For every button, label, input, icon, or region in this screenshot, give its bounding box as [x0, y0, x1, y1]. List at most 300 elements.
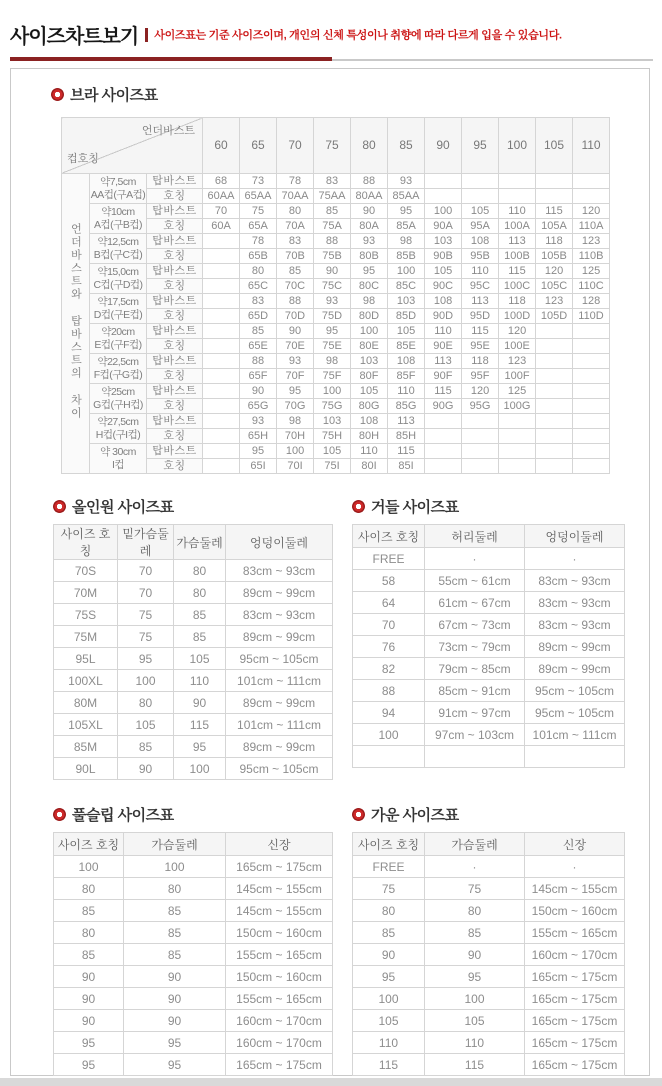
bra-name-cell: 105A: [536, 219, 573, 234]
cell: 70S: [54, 560, 118, 582]
underbust-size-header: 60: [203, 118, 240, 174]
bra-topbust-cell: 95: [277, 384, 314, 399]
table-row: [353, 680, 625, 702]
bra-name-cell: 80A: [351, 219, 388, 234]
cell: 160cm ~ 170cm: [226, 1010, 333, 1032]
underbust-size-header: 85: [388, 118, 425, 174]
bra-name-cell: [573, 399, 610, 414]
corner-label-underbust: 언더바스트: [141, 125, 196, 137]
cell: 97cm ~ 103cm: [425, 724, 525, 746]
bra-name-cell: [425, 189, 462, 204]
bra-name-cell: 65C: [240, 279, 277, 294]
topbust-row-label: 탑바스트: [147, 264, 203, 279]
table-row: [353, 636, 625, 658]
cup-label-cell: [90, 354, 147, 384]
bra-name-cell: [203, 249, 240, 264]
bra-topbust-row: [62, 354, 610, 369]
bra-topbust-cell: 93: [277, 354, 314, 369]
cup-diff-label: 약25cm: [101, 385, 135, 398]
bra-name-cell: 110D: [573, 309, 610, 324]
cell: 95: [54, 1032, 124, 1054]
bra-topbust-cell: 75: [240, 204, 277, 219]
cup-name-label: H컵(구I컵): [95, 428, 141, 441]
bra-name-cell: [573, 429, 610, 444]
bra-topbust-cell: 83: [240, 294, 277, 309]
bra-name-cell: 75AA: [314, 189, 351, 204]
bra-name-cell: 100F: [499, 369, 536, 384]
bra-name-cell: [499, 189, 536, 204]
bra-topbust-row: [62, 174, 610, 189]
bra-name-cell: [536, 429, 573, 444]
bra-name-cell: 75C: [314, 279, 351, 294]
bra-name-cell: 70A: [277, 219, 314, 234]
cell: 83cm ~ 93cm: [525, 592, 625, 614]
cell: 155cm ~ 165cm: [525, 922, 625, 944]
cell: 160cm ~ 170cm: [525, 944, 625, 966]
bra-name-cell: 100B: [499, 249, 536, 264]
table-row: [54, 758, 333, 780]
bra-name-cell: [499, 429, 536, 444]
cell: 89cm ~ 99cm: [226, 692, 333, 714]
bra-topbust-cell: 95: [388, 204, 425, 219]
table-row: [353, 1010, 625, 1032]
cell: 100: [353, 724, 425, 746]
bra-name-cell: 105B: [536, 249, 573, 264]
cell: 105: [118, 714, 174, 736]
red-bullet-icon: [51, 88, 64, 101]
cell: 165cm ~ 175cm: [525, 1032, 625, 1054]
bra-topbust-cell: [573, 174, 610, 189]
bra-name-cell: 70H: [277, 429, 314, 444]
table-header-row: [353, 833, 625, 856]
cup-name-label: I컵: [111, 458, 125, 471]
cell: 160cm ~ 170cm: [226, 1032, 333, 1054]
bra-topbust-cell: 88: [314, 234, 351, 249]
cup-diff-label: 약15,0cm: [97, 265, 139, 278]
cell: 55cm ~ 61cm: [425, 570, 525, 592]
column-header: 사이즈 호칭: [54, 833, 124, 856]
bra-name-cell: 80G: [351, 399, 388, 414]
bra-topbust-cell: [536, 444, 573, 459]
bra-section-title-text: 브라 사이즈표: [70, 86, 158, 104]
cell: 95: [124, 1054, 226, 1076]
cell: 100: [353, 988, 425, 1010]
bra-side-label: 언더바스트와 탑바스트의 차이: [69, 223, 82, 420]
column-header: 가슴둘레: [124, 833, 226, 856]
bra-topbust-cell: 105: [462, 204, 499, 219]
bra-name-cell: [462, 459, 499, 474]
bra-name-cell: 110A: [573, 219, 610, 234]
bra-topbust-cell: 93: [351, 234, 388, 249]
bra-name-cell: 85AA: [388, 189, 425, 204]
column-header: 신장: [525, 833, 625, 856]
bra-name-cell: [203, 369, 240, 384]
bra-name-cell: 100A: [499, 219, 536, 234]
bra-side-label-cell: [62, 174, 90, 474]
cell: 150cm ~ 160cm: [226, 966, 333, 988]
cell: 75: [425, 878, 525, 900]
bra-name-cell: [536, 399, 573, 414]
bra-topbust-cell: 120: [536, 264, 573, 279]
bra-name-cell: 90A: [425, 219, 462, 234]
bra-topbust-row: [62, 294, 610, 309]
bra-topbust-cell: [462, 174, 499, 189]
column-header: 사이즈 호칭: [353, 525, 425, 548]
bra-topbust-cell: [573, 324, 610, 339]
table-row: [353, 724, 625, 746]
name-row-label: 호칭: [147, 459, 203, 474]
bra-topbust-cell: 118: [499, 294, 536, 309]
red-bullet-icon: [53, 808, 66, 821]
header-divider: [332, 59, 653, 61]
cell: 85: [124, 900, 226, 922]
table-row: [54, 736, 333, 758]
bra-topbust-cell: [536, 174, 573, 189]
bra-topbust-cell: [425, 174, 462, 189]
bra-topbust-cell: 93: [240, 414, 277, 429]
topbust-row-label: 탑바스트: [147, 174, 203, 189]
bra-name-cell: 80AA: [351, 189, 388, 204]
bra-topbust-cell: 110: [388, 384, 425, 399]
cup-name-label: B컵(구C컵): [93, 248, 143, 261]
bra-name-cell: [203, 309, 240, 324]
cup-name-label: F컵(구G컵): [93, 368, 143, 381]
bra-topbust-cell: 90: [277, 324, 314, 339]
bra-name-cell: [536, 459, 573, 474]
bra-name-cell: 95A: [462, 219, 499, 234]
table-row: [54, 692, 333, 714]
column-header: 신장: [226, 833, 333, 856]
bra-topbust-cell: 90: [351, 204, 388, 219]
name-row-label: 호칭: [147, 249, 203, 264]
table-row: [353, 878, 625, 900]
cup-label-cell: [90, 174, 147, 204]
bra-name-cell: [462, 429, 499, 444]
table-row: [54, 966, 333, 988]
bra-name-cell: 105C: [536, 279, 573, 294]
table-row: [54, 900, 333, 922]
bra-topbust-cell: 123: [499, 354, 536, 369]
column-header: 엉덩이둘레: [226, 525, 333, 560]
gown-size-table: [352, 832, 625, 1076]
bra-topbust-cell: 100: [277, 444, 314, 459]
table-row: [54, 582, 333, 604]
cell: 73cm ~ 79cm: [425, 636, 525, 658]
cell: 115: [174, 714, 226, 736]
cell: 70M: [54, 582, 118, 604]
cell: 90: [124, 988, 226, 1010]
cell: 85: [118, 736, 174, 758]
bra-name-cell: 90B: [425, 249, 462, 264]
bra-name-cell: [203, 279, 240, 294]
bra-topbust-cell: 120: [462, 384, 499, 399]
cell: 95: [353, 966, 425, 988]
cell: 75M: [54, 626, 118, 648]
cup-label-cell: [90, 264, 147, 294]
column-header: 사이즈 호칭: [353, 833, 425, 856]
underbust-size-header: 110: [573, 118, 610, 174]
cell: 90: [425, 944, 525, 966]
bra-topbust-cell: 108: [351, 414, 388, 429]
girdle-size-table: [352, 524, 625, 768]
bra-topbust-cell: 118: [536, 234, 573, 249]
cell: 80: [425, 900, 525, 922]
cell: [425, 746, 525, 768]
bra-name-cell: [462, 189, 499, 204]
bra-name-cell: 65I: [240, 459, 277, 474]
bra-name-cell: 85C: [388, 279, 425, 294]
cell: FREE: [353, 548, 425, 570]
bra-name-cell: 65D: [240, 309, 277, 324]
bra-name-cell: 70B: [277, 249, 314, 264]
bra-name-cell: 60A: [203, 219, 240, 234]
cell: ·: [525, 548, 625, 570]
bra-name-cell: [203, 339, 240, 354]
bra-topbust-row: [62, 324, 610, 339]
cell: 95cm ~ 105cm: [525, 680, 625, 702]
table-header-row: [353, 525, 625, 548]
bra-topbust-cell: 80: [277, 204, 314, 219]
bra-topbust-cell: [425, 444, 462, 459]
cell: 82: [353, 658, 425, 680]
bra-name-cell: [425, 459, 462, 474]
cup-name-label: AA컵(구A컵): [90, 188, 146, 201]
allinone-size-table: [53, 524, 333, 780]
bra-name-cell: [536, 369, 573, 384]
topbust-row-label: 탑바스트: [147, 234, 203, 249]
table-row: [54, 878, 333, 900]
cell: 80: [174, 582, 226, 604]
bra-name-cell: [573, 339, 610, 354]
allinone-size-section: [53, 496, 332, 780]
bra-topbust-cell: 95: [314, 324, 351, 339]
gown-section-title-text: 가운 사이즈표: [371, 806, 459, 824]
cell: ·: [525, 856, 625, 878]
name-row-label: 호칭: [147, 309, 203, 324]
cup-label-cell: [90, 324, 147, 354]
bra-topbust-cell: 115: [425, 384, 462, 399]
cell: 95L: [54, 648, 118, 670]
bra-topbust-cell: 113: [425, 354, 462, 369]
table-header-row: [54, 833, 333, 856]
bra-name-cell: 110C: [573, 279, 610, 294]
column-header: 밑가슴둘레: [118, 525, 174, 560]
cup-diff-label: 약17,5cm: [97, 295, 139, 308]
cup-label-cell: [90, 414, 147, 444]
cup-label-cell: [90, 294, 147, 324]
bra-topbust-cell: 98: [314, 354, 351, 369]
cell: 110: [353, 1032, 425, 1054]
table-row: [54, 944, 333, 966]
red-bullet-icon: [352, 500, 365, 513]
table-row: [353, 900, 625, 922]
bra-topbust-cell: 125: [573, 264, 610, 279]
bra-topbust-cell: 118: [462, 354, 499, 369]
bra-topbust-cell: 90: [240, 384, 277, 399]
bra-topbust-cell: 85: [314, 204, 351, 219]
bra-topbust-cell: 123: [573, 234, 610, 249]
cup-label-cell: [90, 204, 147, 234]
bra-section-title: [51, 84, 649, 104]
table-row: [54, 714, 333, 736]
cell: 58: [353, 570, 425, 592]
bra-name-cell: 80H: [351, 429, 388, 444]
bra-topbust-cell: 85: [240, 324, 277, 339]
bra-topbust-row: [62, 384, 610, 399]
cell: 89cm ~ 99cm: [525, 636, 625, 658]
topbust-row-label: 탑바스트: [147, 444, 203, 459]
cup-diff-label: 약20cm: [101, 325, 135, 338]
bra-name-cell: 70F: [277, 369, 314, 384]
cell: 95cm ~ 105cm: [226, 648, 333, 670]
cell: 89cm ~ 99cm: [226, 736, 333, 758]
cell: 100: [425, 988, 525, 1010]
bra-name-cell: 70G: [277, 399, 314, 414]
bra-name-cell: 85I: [388, 459, 425, 474]
topbust-row-label: 탑바스트: [147, 354, 203, 369]
cell: 83cm ~ 93cm: [525, 614, 625, 636]
bra-topbust-cell: [203, 444, 240, 459]
bra-topbust-cell: [425, 414, 462, 429]
bra-name-cell: 65F: [240, 369, 277, 384]
gown-section-title: [352, 804, 624, 824]
bra-name-cell: 80C: [351, 279, 388, 294]
bra-topbust-cell: [573, 354, 610, 369]
bra-topbust-cell: 105: [425, 264, 462, 279]
bra-topbust-cell: 108: [425, 294, 462, 309]
bra-topbust-cell: 113: [499, 234, 536, 249]
bra-topbust-cell: 105: [314, 444, 351, 459]
bra-topbust-cell: 95: [351, 264, 388, 279]
bra-name-cell: 85A: [388, 219, 425, 234]
table-row: [353, 1032, 625, 1054]
bra-topbust-cell: 100: [388, 264, 425, 279]
bra-topbust-cell: [499, 414, 536, 429]
table-row: [54, 856, 333, 878]
bra-name-cell: [536, 339, 573, 354]
cell: 89cm ~ 99cm: [226, 626, 333, 648]
bra-name-cell: 75B: [314, 249, 351, 264]
cell: 85M: [54, 736, 118, 758]
bra-topbust-cell: 88: [240, 354, 277, 369]
name-row-label: 호칭: [147, 219, 203, 234]
bra-name-cell: 100G: [499, 399, 536, 414]
cell: 90: [54, 966, 124, 988]
girdle-section-title: [352, 496, 624, 516]
cell: 83cm ~ 93cm: [525, 570, 625, 592]
bra-name-cell: 70E: [277, 339, 314, 354]
cell: 90: [118, 758, 174, 780]
bra-topbust-row: [62, 264, 610, 279]
bra-name-cell: [425, 429, 462, 444]
cell: 85: [54, 900, 124, 922]
bra-topbust-cell: 70: [203, 204, 240, 219]
bra-name-cell: 85H: [388, 429, 425, 444]
bra-topbust-row: [62, 414, 610, 429]
bra-topbust-cell: 98: [351, 294, 388, 309]
girdle-section-title-text: 거들 사이즈표: [371, 498, 459, 516]
bra-name-cell: 85D: [388, 309, 425, 324]
table-row: [353, 570, 625, 592]
bra-topbust-cell: [499, 174, 536, 189]
bra-size-table: [61, 117, 610, 474]
bra-name-cell: 65G: [240, 399, 277, 414]
cell: 100XL: [54, 670, 118, 692]
bra-topbust-cell: 98: [388, 234, 425, 249]
bra-topbust-cell: 93: [314, 294, 351, 309]
name-row-label: 호칭: [147, 429, 203, 444]
bra-topbust-cell: 83: [314, 174, 351, 189]
bra-name-cell: 85F: [388, 369, 425, 384]
cell: ·: [425, 548, 525, 570]
cup-diff-label: 약27,5cm: [97, 415, 139, 428]
bra-topbust-row: [62, 204, 610, 219]
fullslip-section-title: [53, 804, 332, 824]
bra-name-cell: 95F: [462, 369, 499, 384]
cup-name-label: D컵(구E컵): [93, 308, 143, 321]
bra-topbust-cell: 88: [277, 294, 314, 309]
bra-name-cell: 65E: [240, 339, 277, 354]
bra-name-cell: 65A: [240, 219, 277, 234]
column-header: 가슴둘레: [174, 525, 226, 560]
bra-name-cell: 100C: [499, 279, 536, 294]
cell: 95: [425, 966, 525, 988]
bra-name-cell: 60AA: [203, 189, 240, 204]
table-row: [353, 548, 625, 570]
bra-topbust-cell: [536, 324, 573, 339]
cell: 110: [174, 670, 226, 692]
bra-topbust-cell: 110: [351, 444, 388, 459]
cell: 70: [118, 582, 174, 604]
table-row: [353, 922, 625, 944]
bra-topbust-cell: [536, 384, 573, 399]
bra-name-cell: 85E: [388, 339, 425, 354]
bra-topbust-cell: 68: [203, 174, 240, 189]
bra-name-cell: 75I: [314, 459, 351, 474]
bra-name-cell: 90G: [425, 399, 462, 414]
bra-topbust-cell: 115: [388, 444, 425, 459]
table-row: [54, 922, 333, 944]
bra-topbust-cell: [203, 414, 240, 429]
cell: 100: [124, 856, 226, 878]
cell: 85: [174, 604, 226, 626]
cell: 80: [54, 878, 124, 900]
bra-topbust-cell: [573, 444, 610, 459]
underbust-size-header: 65: [240, 118, 277, 174]
bra-name-cell: 90D: [425, 309, 462, 324]
bra-topbust-cell: 108: [462, 234, 499, 249]
bra-name-cell: 65B: [240, 249, 277, 264]
cell: 115: [425, 1054, 525, 1076]
table-row: [54, 670, 333, 692]
cell: 90: [353, 944, 425, 966]
allinone-section-title-text: 올인원 사이즈표: [72, 498, 174, 516]
bra-topbust-row: [62, 234, 610, 249]
cell: 70: [353, 614, 425, 636]
bra-name-cell: 70C: [277, 279, 314, 294]
bra-name-cell: 80D: [351, 309, 388, 324]
cell: 89cm ~ 99cm: [525, 658, 625, 680]
name-row-label: 호칭: [147, 369, 203, 384]
cell: 83cm ~ 93cm: [226, 560, 333, 582]
allinone-section-title: [53, 496, 332, 516]
cell: 70: [118, 560, 174, 582]
bra-corner-cell: [62, 118, 203, 174]
cell: 90: [124, 966, 226, 988]
cell: 105: [353, 1010, 425, 1032]
bra-topbust-cell: 103: [388, 294, 425, 309]
cell: 64: [353, 592, 425, 614]
